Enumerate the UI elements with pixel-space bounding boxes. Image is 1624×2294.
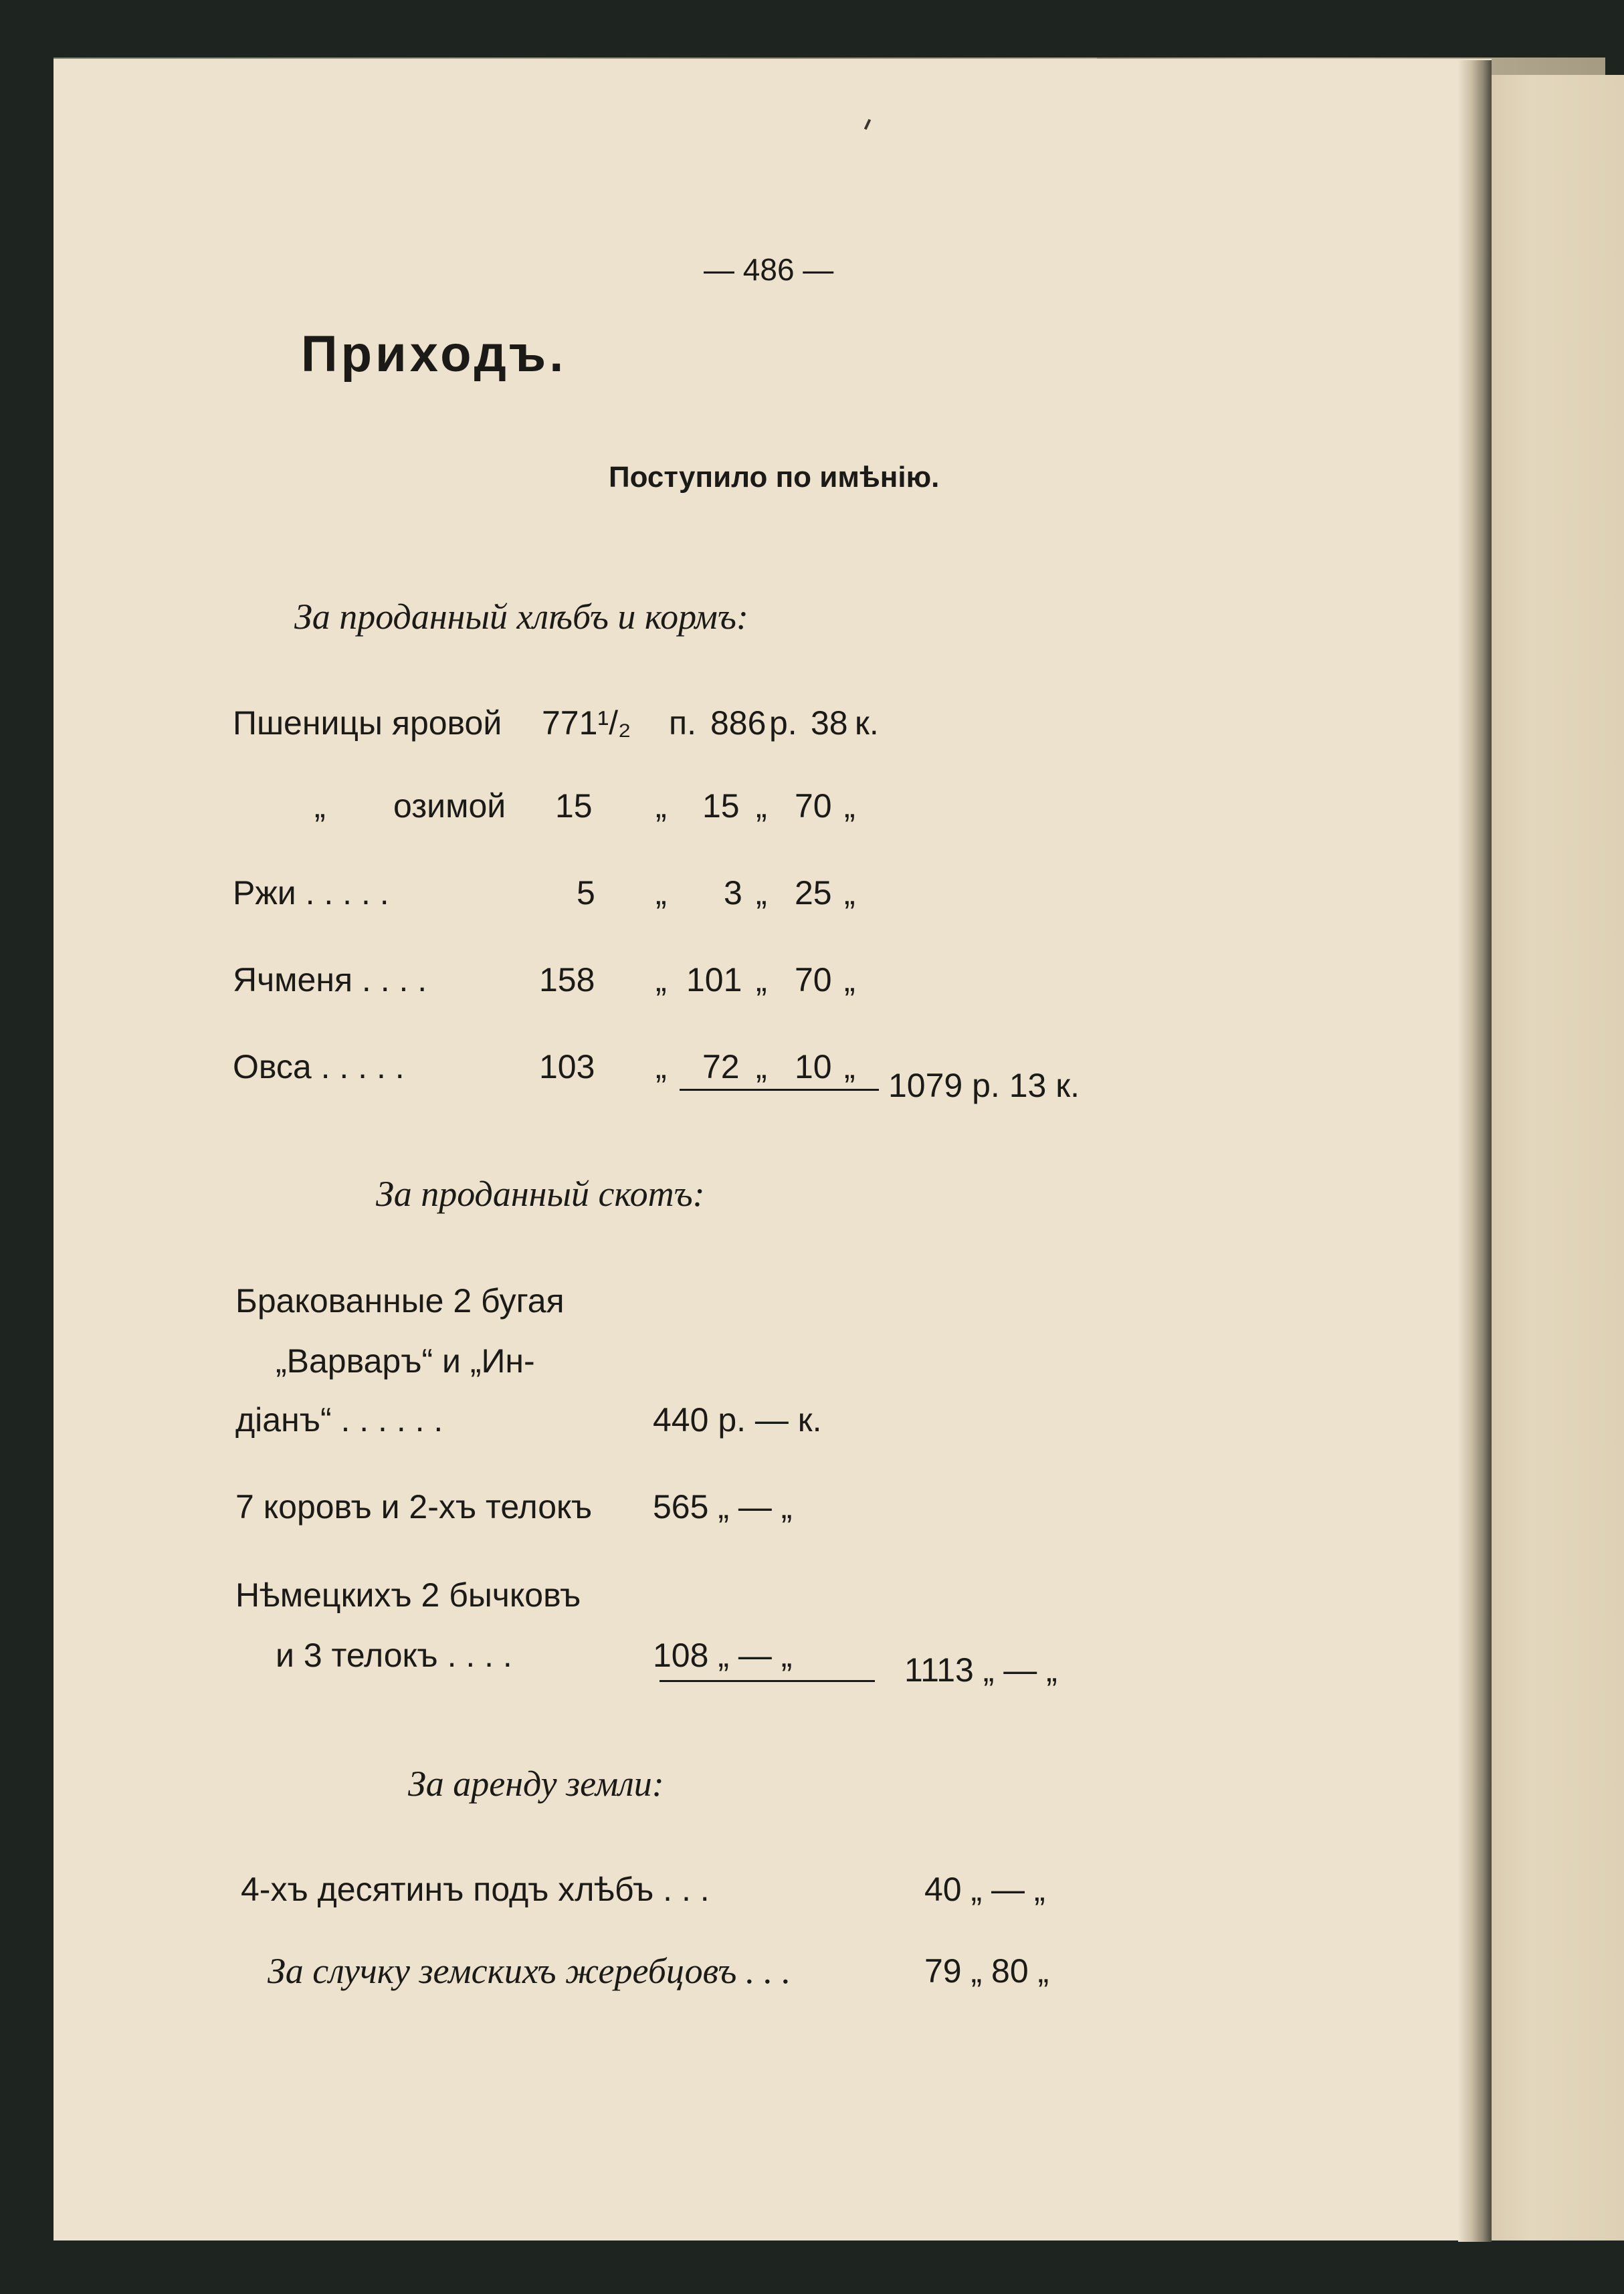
section-subheading: Поступило по имѣнію. xyxy=(609,461,940,494)
page-number: — 486 — xyxy=(704,252,834,287)
livestock-total: 1113 „ — „ xyxy=(904,1651,1057,1689)
book-gutter xyxy=(1458,60,1492,2242)
livestock-subtotal-rule xyxy=(659,1680,875,1682)
land-section-title: За аренду земли: xyxy=(408,1764,664,1804)
book-page xyxy=(54,59,1492,2240)
grain-subtotal-rule xyxy=(680,1089,879,1091)
facing-page-edge xyxy=(1492,75,1624,2240)
livestock-section-title: За проданный скотъ: xyxy=(376,1174,705,1214)
page-title: Приходъ. xyxy=(301,326,567,383)
grain-section-title: За проданный хлѣбъ и кормъ: xyxy=(294,597,748,637)
grain-total: 1079 р. 13 к. xyxy=(888,1067,1080,1104)
